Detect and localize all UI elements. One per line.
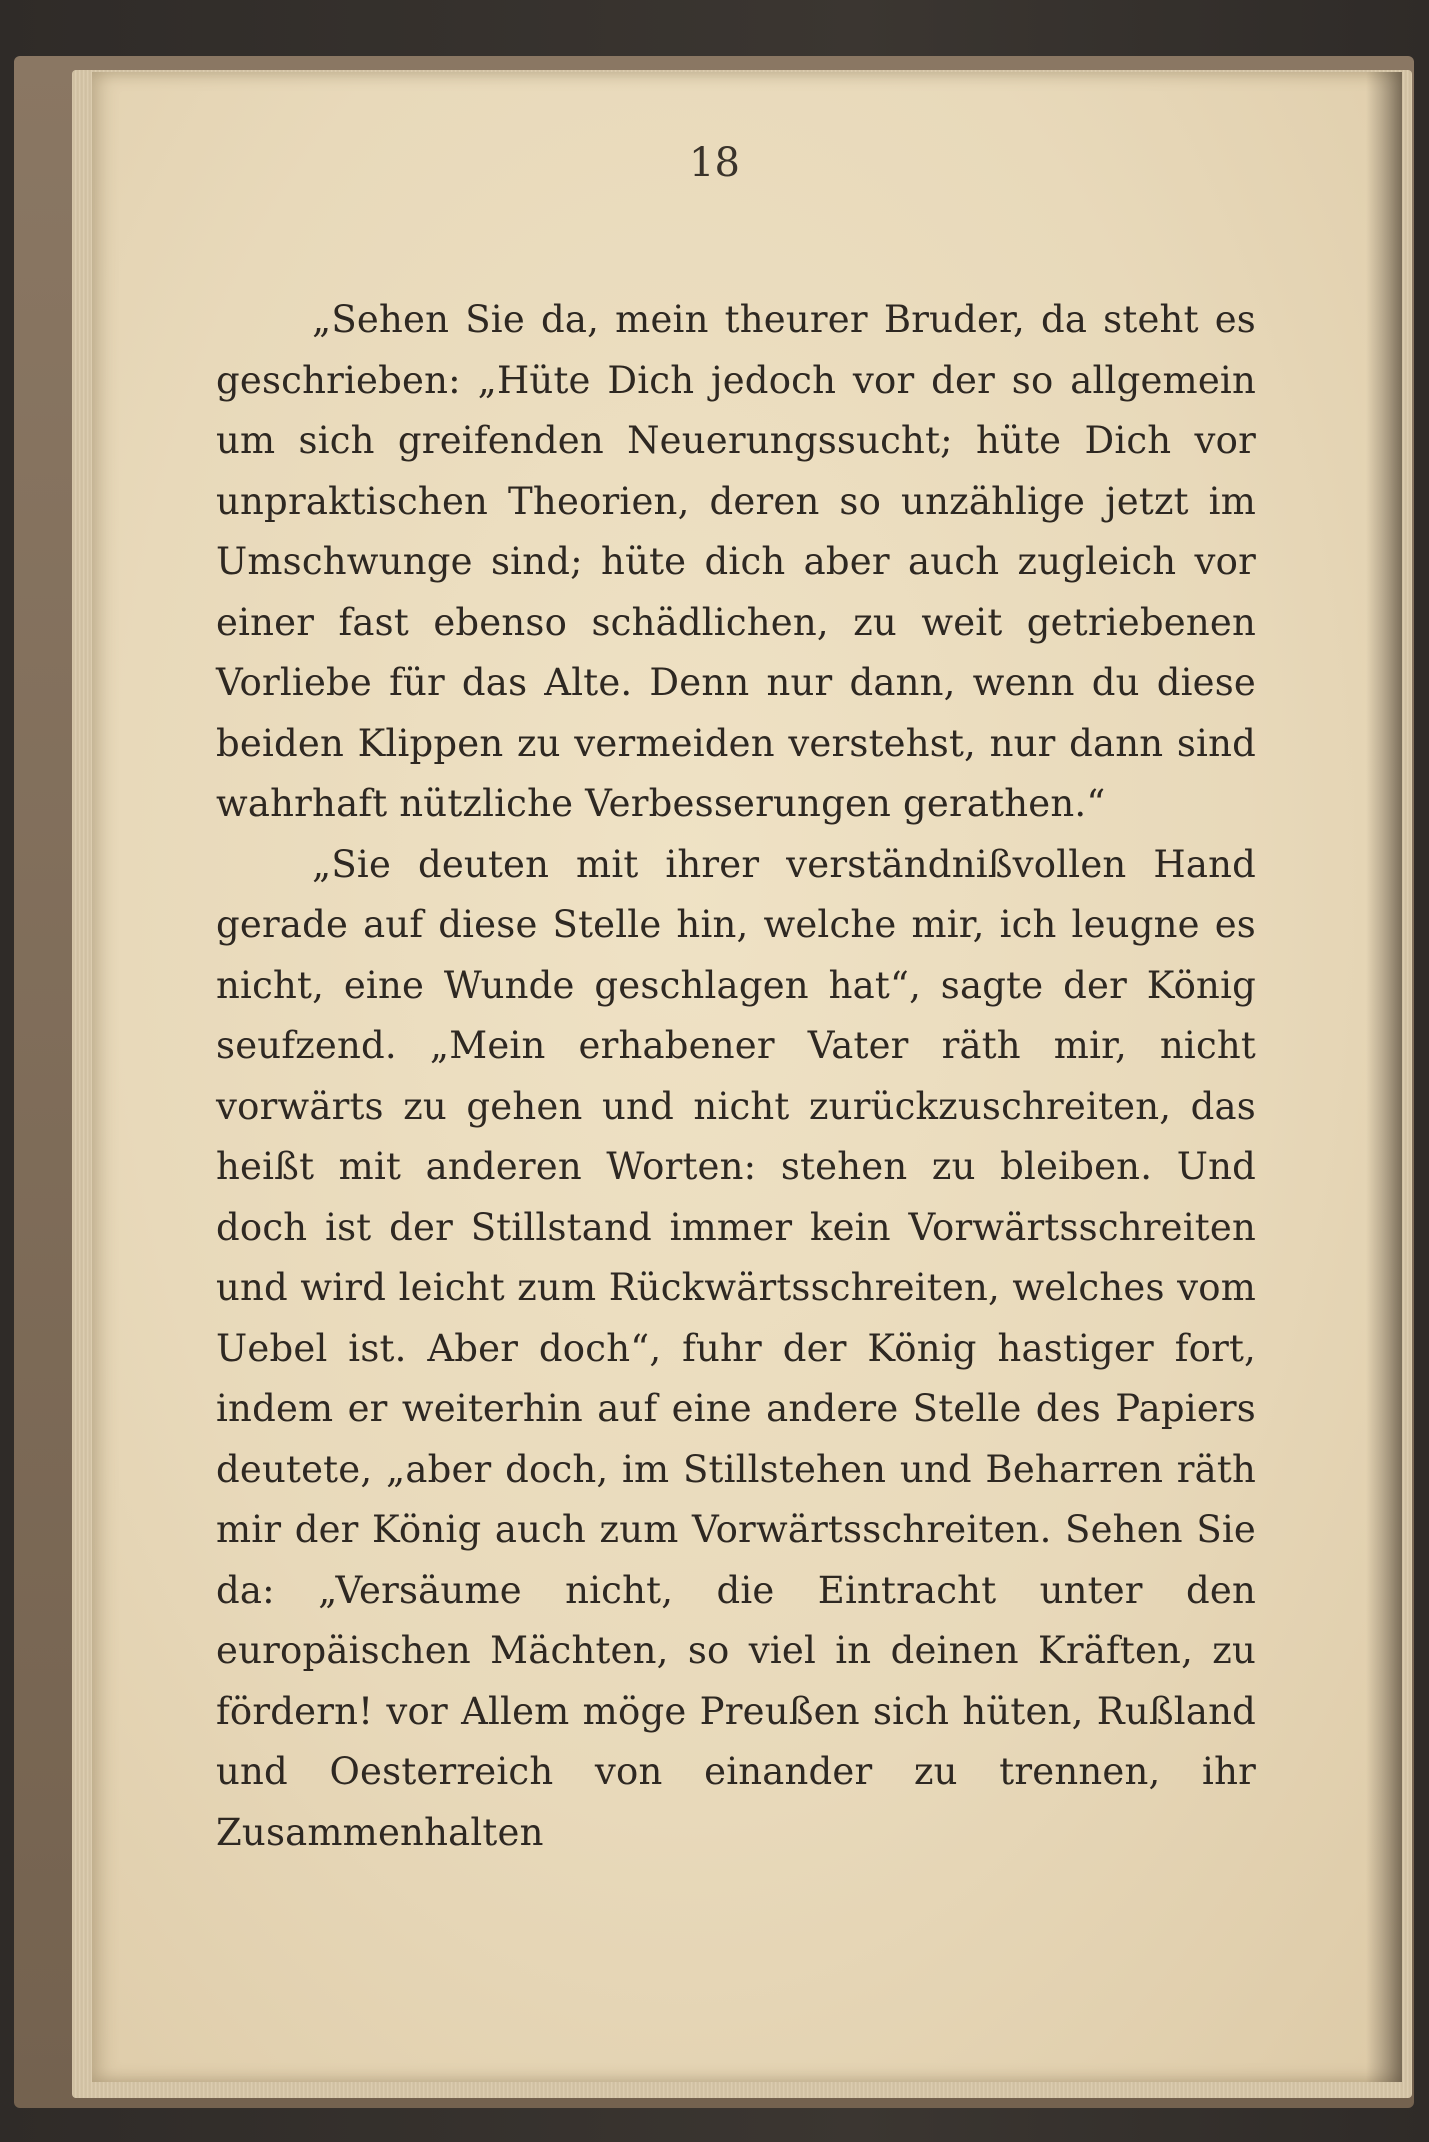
paragraph-2: „Sie deuten mit ihrer verständnißvollen Hand gerade auf diese Stelle hin, welche mir, ich leugne es nicht, eine Wunde geschlagen hat“, sagte der König seufzend. „Mein erhabener Vater räth mir, nicht vorwärts zu gehen und nicht zurückzuschreiten, das heißt mit anderen Worten: stehen zu bleiben. Und doch ist der Stillstand immer kein Vorwärtsschreiten und wird leicht zum Rückwärtsschreiten, welches vom Uebel ist. Aber doch“, fuhr der König hastiger fort, indem er weiterhin auf eine andere Stelle des Papiers deutete, „aber doch, im Stillstehen und Beharren räth mir der König auch zum Vorwärtsschreiten. Sehen Sie da: „Versäume nicht, die Eintracht unter den europäischen Mächten, so viel in deinen Kräften, zu fördern! vor Allem möge Preußen sich hüten, Rußland und Oesterreich von einander zu trennen, ihr Zusammenhalten: [216, 842, 1256, 1854]
paragraph-1: „Sehen Sie da, mein theurer Bruder, da steht es geschrieben: „Hüte Dich jedoch vor der so allgemein um sich greifenden Neuerungssucht; hüte Dich vor unpraktischen Theorien, deren so unzählige jetzt im Umschwunge sind; hüte dich aber auch zugleich vor einer fast ebenso schädlichen, zu weit getriebenen Vorliebe für das Alte. Denn nur dann, wenn du diese beiden Klippen zu vermeiden verstehst, nur dann sind wahrhaft nützliche Verbesserungen gerathen.“: [216, 298, 1256, 825]
page-gutter-shadow: [1366, 72, 1402, 2082]
body-text: [216, 290, 1256, 1863]
page-number: 18: [689, 140, 740, 186]
